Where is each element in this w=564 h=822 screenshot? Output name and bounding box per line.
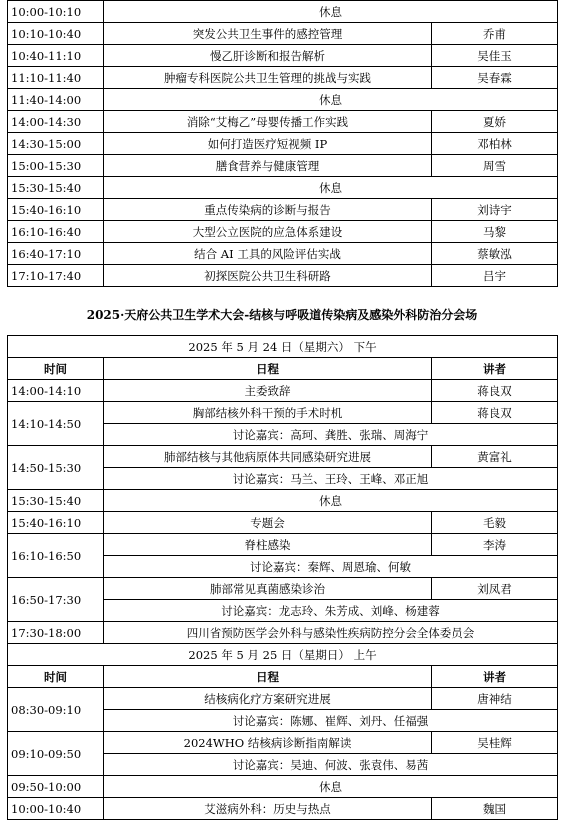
topic-cell: 艾滋病外科：历史与热点	[104, 798, 432, 820]
break-cell: 休息	[104, 1, 558, 23]
table-row	[8, 512, 558, 534]
break-cell: 四川省预防医学会外科与感染性疾病防控分会全体委员会	[104, 622, 558, 644]
time-cell: 14:50-15:30	[8, 446, 104, 490]
table-row	[8, 578, 558, 600]
topic-cell: 结核病化疗方案研究进展	[104, 688, 432, 710]
time-cell: 14:10-14:50	[8, 402, 104, 446]
table-row	[8, 534, 558, 556]
table-row	[8, 380, 558, 402]
time-cell: 09:10-09:50	[8, 732, 104, 776]
time-cell: 08:30-09:10	[8, 688, 104, 732]
time-cell: 14:00-14:30	[8, 111, 104, 133]
speaker-cell: 刘凤君	[432, 578, 558, 600]
table-row	[8, 45, 558, 67]
break-cell: 休息	[104, 776, 558, 798]
speaker-cell: 黄富礼	[432, 446, 558, 468]
table-row	[8, 221, 558, 243]
time-cell: 10:00-10:10	[8, 1, 104, 23]
time-cell: 15:30-15:40	[8, 490, 104, 512]
header-speaker: 讲者	[432, 666, 558, 688]
table-row	[8, 490, 558, 512]
table-row	[8, 402, 558, 424]
table-row	[8, 776, 558, 798]
speaker-cell: 蔡敏泓	[432, 243, 558, 265]
time-cell: 16:10-16:40	[8, 221, 104, 243]
break-cell: 休息	[104, 89, 558, 111]
date-row	[8, 644, 558, 666]
speaker-cell: 吕宇	[432, 265, 558, 287]
topic-cell: 肺部常见真菌感染诊治	[104, 578, 432, 600]
table-row	[8, 265, 558, 287]
table-row	[8, 243, 558, 265]
time-cell: 17:10-17:40	[8, 265, 104, 287]
break-cell: 休息	[104, 177, 558, 199]
speaker-cell: 毛毅	[432, 512, 558, 534]
table-row	[8, 177, 558, 199]
time-cell: 16:50-17:30	[8, 578, 104, 622]
discussion-cell: 讨论嘉宾：龙志玲、朱芳成、刘峰、杨建蓉	[104, 600, 558, 622]
table-row	[8, 155, 558, 177]
topic-cell: 消除“艾梅乙”母婴传播工作实践	[104, 111, 432, 133]
discussion-cell: 讨论嘉宾：陈娜、崔辉、刘丹、任福强	[104, 710, 558, 732]
header-row	[8, 358, 558, 380]
break-cell: 休息	[104, 490, 558, 512]
time-cell: 09:50-10:00	[8, 776, 104, 798]
discussion-cell: 讨论嘉宾：吴迪、何波、张袁伟、易茜	[104, 754, 558, 776]
time-cell: 16:10-16:50	[8, 534, 104, 578]
schedule-table-2	[7, 335, 558, 820]
time-cell: 10:40-11:10	[8, 45, 104, 67]
table-row	[8, 133, 558, 155]
header-row	[8, 666, 558, 688]
time-cell: 15:00-15:30	[8, 155, 104, 177]
table-row	[8, 622, 558, 644]
time-cell: 15:40-16:10	[8, 512, 104, 534]
table-row	[8, 688, 558, 710]
topic-cell: 重点传染病的诊断与报告	[104, 199, 432, 221]
speaker-cell: 李涛	[432, 534, 558, 556]
table-row	[8, 732, 558, 754]
schedule-table-1	[7, 0, 558, 287]
header-time: 时间	[8, 666, 104, 688]
topic-cell: 膳食营养与健康管理	[104, 155, 432, 177]
time-cell: 10:00-10:40	[8, 798, 104, 820]
speaker-cell: 吴桂辉	[432, 732, 558, 754]
topic-cell: 胸部结核外科干预的手术时机	[104, 402, 432, 424]
time-cell: 11:10-11:40	[8, 67, 104, 89]
header-topic: 日程	[104, 358, 432, 380]
speaker-cell: 周雪	[432, 155, 558, 177]
date-cell: 2025 年 5 月 24 日（星期六） 下午	[8, 336, 558, 358]
time-cell: 16:40-17:10	[8, 243, 104, 265]
speaker-cell: 吴春霖	[432, 67, 558, 89]
topic-cell: 初探医院公共卫生科研路	[104, 265, 432, 287]
speaker-cell: 唐神结	[432, 688, 558, 710]
time-cell: 15:40-16:10	[8, 199, 104, 221]
speaker-cell: 刘诗宇	[432, 199, 558, 221]
speaker-cell: 魏国	[432, 798, 558, 820]
time-cell: 17:30-18:00	[8, 622, 104, 644]
date-cell: 2025 年 5 月 25 日（星期日） 上午	[8, 644, 558, 666]
table-row	[8, 199, 558, 221]
session-title: 2025·天府公共卫生学术大会-结核与呼吸道传染病及感染外科防治分会场	[86, 308, 478, 322]
table-row	[8, 446, 558, 468]
topic-cell: 肿瘤专科医院公共卫生管理的挑战与实践	[104, 67, 432, 89]
speaker-cell: 夏娇	[432, 111, 558, 133]
topic-cell: 肺部结核与其他病原体共同感染研究进展	[104, 446, 432, 468]
time-cell: 10:10-10:40	[8, 23, 104, 45]
speaker-cell: 乔甫	[432, 23, 558, 45]
table-row	[8, 67, 558, 89]
topic-cell: 大型公立医院的应急体系建设	[104, 221, 432, 243]
topic-cell: 脊柱感染	[104, 534, 432, 556]
discussion-cell: 讨论嘉宾：秦辉、周恩瑜、何敏	[104, 556, 558, 578]
speaker-cell: 邓柏林	[432, 133, 558, 155]
time-cell: 14:00-14:10	[8, 380, 104, 402]
topic-cell: 专题会	[104, 512, 432, 534]
time-cell: 15:30-15:40	[8, 177, 104, 199]
table-row	[8, 111, 558, 133]
date-row	[8, 336, 558, 358]
topic-cell: 突发公共卫生事件的感控管理	[104, 23, 432, 45]
topic-cell: 如何打造医疗短视频 IP	[104, 133, 432, 155]
speaker-cell: 吴佳玉	[432, 45, 558, 67]
topic-cell: 结合 AI 工具的风险评估实战	[104, 243, 432, 265]
topic-cell: 慢乙肝诊断和报告解析	[104, 45, 432, 67]
table-row	[8, 23, 558, 45]
speaker-cell: 蒋良双	[432, 402, 558, 424]
topic-cell: 主委致辞	[104, 380, 432, 402]
table-row	[8, 1, 558, 23]
time-cell: 11:40-14:00	[8, 89, 104, 111]
discussion-cell: 讨论嘉宾：马兰、王玲、王峰、邓正旭	[104, 468, 558, 490]
discussion-cell: 讨论嘉宾：高珂、龚胜、张瑞、周海宁	[104, 424, 558, 446]
header-speaker: 讲者	[432, 358, 558, 380]
speaker-cell: 马黎	[432, 221, 558, 243]
speaker-cell: 蒋良双	[432, 380, 558, 402]
header-topic: 日程	[104, 666, 432, 688]
topic-cell: 2024WHO 结核病诊断指南解读	[104, 732, 432, 754]
time-cell: 14:30-15:00	[8, 133, 104, 155]
header-time: 时间	[8, 358, 104, 380]
table-row	[8, 89, 558, 111]
table-row	[8, 798, 558, 820]
